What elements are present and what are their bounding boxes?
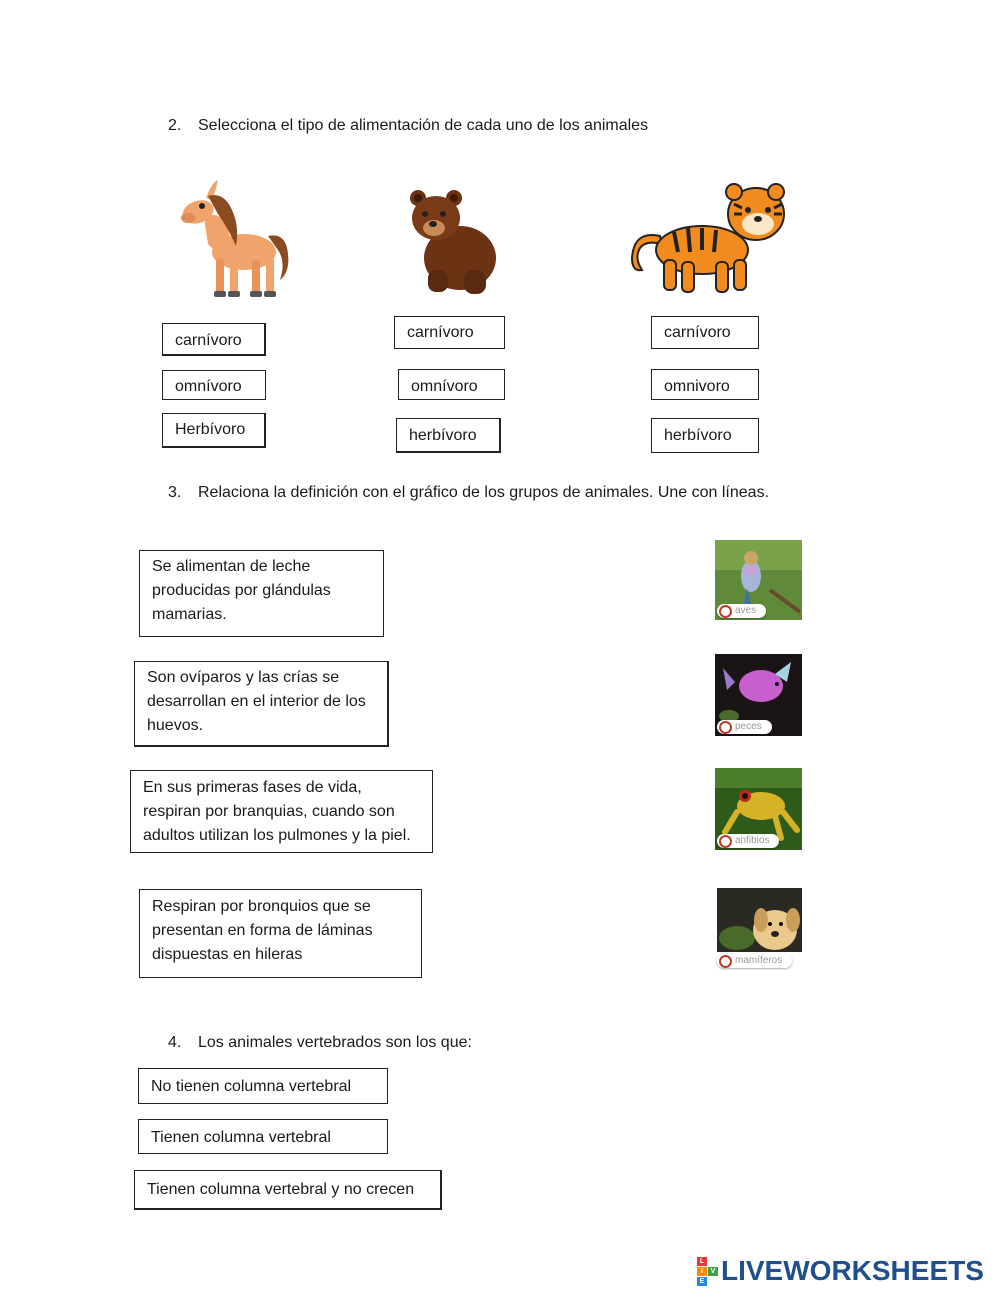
liveworksheets-logo[interactable] [697,1257,984,1285]
frog-photo[interactable] [715,768,810,850]
question-3-title: 3. Relaciona la definición con el gráfico de los grupos de animales. Une con líneas. [168,484,770,501]
horse-image [178,178,293,308]
anfibios-label: anfibios [717,834,779,848]
question-4-title: 4. Los animales vertebrados son los que: [168,1034,472,1051]
tiger-image [630,180,788,305]
definition-box[interactable]: Respiran por bronquios que se presentan en forma de láminas dispuestas en hileras [139,889,422,978]
fish-photo[interactable] [715,654,810,736]
definition-box[interactable]: Se alimentan de leche producidas por glándulas mamarias. [139,550,384,637]
answer-option[interactable]: Tienen columna vertebral [138,1119,388,1154]
definition-box[interactable]: En sus primeras fases de vida, respiran por branquias, cuando son adultos utilizan los pulmones y la piel. [130,770,433,853]
answer-option[interactable]: Tienen columna vertebral y no crecen [134,1170,442,1210]
option-box[interactable]: omnivoro [651,369,759,400]
answer-option[interactable]: No tienen columna vertebral [138,1068,388,1104]
option-box[interactable]: carnívoro [651,316,759,349]
puppy-photo[interactable] [715,886,810,970]
option-box[interactable]: carnívoro [394,316,505,349]
peces-label: peces [717,720,772,734]
option-box[interactable]: omnívoro [162,370,266,400]
definition-box[interactable]: Son ovíparos y las crías se desarrollan en el interior de los huevos. [134,661,389,747]
option-box[interactable]: Herbívoro [162,413,266,448]
option-box[interactable]: herbívoro [651,418,759,453]
liveworksheets-mark-icon: L I V E [697,1257,718,1286]
bear-image [404,186,504,303]
option-box[interactable]: herbívoro [396,418,501,453]
bird-photo[interactable] [715,540,810,620]
question-2-title: 2. Selecciona el tipo de alimentación de cada uno de los animales [168,117,649,134]
option-box[interactable]: carnívoro [162,323,266,356]
mamiferos-label: mamíferos [717,954,792,968]
logo-text: LIVEWORKSHEETS [721,1255,984,1286]
aves-label: aves [717,604,766,618]
option-box[interactable]: omnívoro [398,369,505,400]
